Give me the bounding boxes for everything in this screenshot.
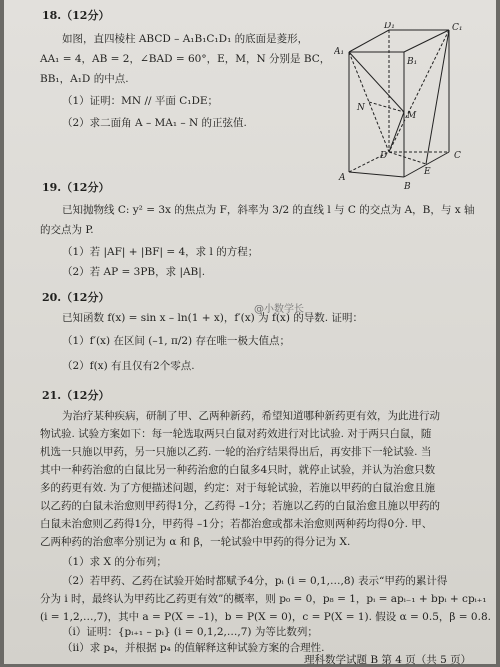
q21-sub2: （ii）求 p₄，并根据 p₄ 的值解释这种试验方案的合理性. xyxy=(62,642,325,654)
label-A1: A₁ xyxy=(334,47,345,57)
q21-line: 其中一种药治愈的白鼠比另一种药治愈的白鼠多4只时，就停止试验，并认为治愈只数 xyxy=(40,464,436,476)
q20-header: 20.（12分） xyxy=(42,291,110,304)
label-C1: C₁ xyxy=(452,23,463,33)
label-B: B xyxy=(404,182,411,192)
page-footer: 理科数学试题 B 第 4 页（共 5 页） xyxy=(304,654,472,666)
q18-part2: （2）求二面角 A – MA₁ – N 的正弦值. xyxy=(62,117,247,129)
q21-line: 物试验. 试验方案如下：每一轮选取两只白鼠对药效进行对比试验. 对于两只白鼠，随 xyxy=(40,428,432,440)
q21-line: 乙两种药的治愈率分别记为 α 和 β，一轮试验中甲药的得分记为 X. xyxy=(40,536,351,548)
label-N: N xyxy=(357,103,365,113)
q21-header: 21.（12分） xyxy=(42,389,110,402)
q21-part2-line: (i = 1,2,…,7)，其中 a = P(X = –1)，b = P(X = 0)，c = P(X = 1). 假设 α = 0.5，β = 0.8. xyxy=(40,611,491,623)
q19-line2: 的交点为 P. xyxy=(40,224,94,236)
q18-line2: AA₁ = 4，AB = 2，∠BAD = 60°，E，M，N 分别是 BC， xyxy=(40,53,331,65)
q20-part2: （2）f(x) 有且仅有2个零点. xyxy=(62,360,195,372)
q21-line: 机选一只施以甲药，另一只施以乙药. 一轮的治疗结果得出后，再安排下一轮试验. 当 xyxy=(40,446,432,458)
q21-line: 白鼠未治愈则乙药得1分，甲药得 –1分；若都治愈或都未治愈则两种药均得0分. 甲、 xyxy=(40,518,433,530)
q20-line1: 已知函数 f(x) = sin x – ln(1 + x)，f′(x) 为 f(x) 的导数. 证明： xyxy=(62,312,363,324)
q21-line: 多的药更有效. 为了方便描述问题，约定：对于每轮试验，若施以甲药的白鼠治愈且施 xyxy=(40,482,436,494)
q19-header: 19.（12分） xyxy=(42,181,110,194)
q20-part1: （1）f′(x) 在区间 (–1, π/2) 存在唯一极大值点； xyxy=(62,335,290,347)
label-D1: D₁ xyxy=(384,22,395,31)
q21-part1: （1）求 X 的分布列； xyxy=(62,556,167,568)
q18-line1: 如图，直四棱柱 ABCD – A₁B₁C₁D₁ 的底面是菱形， xyxy=(62,33,309,45)
label-M: M xyxy=(407,111,417,121)
prism-figure xyxy=(334,22,484,192)
q21-line: 为治疗某种疾病，研制了甲、乙两种新药，希望知道哪种新药更有效，为此进行动 xyxy=(62,410,440,422)
q19-part1: （1）若 |AF| + |BF| = 4，求 l 的方程； xyxy=(62,246,259,258)
label-A: A xyxy=(339,173,346,183)
q21-sub1: （i）证明：{pᵢ₊₁ – pᵢ} (i = 0,1,2,…,7) 为等比数列； xyxy=(62,626,318,638)
q19-part2: （2）若 AP = 3PB，求 |AB|. xyxy=(62,266,206,278)
label-E: E xyxy=(424,167,431,177)
q18-line3: BB₁，A₁D 的中点. xyxy=(40,73,129,85)
label-C: C xyxy=(454,151,461,161)
exam-page xyxy=(4,0,496,664)
label-D: D xyxy=(380,151,388,161)
q18-header: 18.（12分） xyxy=(42,9,110,22)
q21-part2-line: 分为 i 时，最终认为甲药比乙药更有效”的概率，则 p₀ = 0，p₈ = 1，pᵢ = apᵢ₋₁ + bpᵢ + cpᵢ₊₁ xyxy=(40,593,487,605)
q21-line: 以乙药的白鼠未治愈则甲药得1分，乙药得 –1分；若施以乙药的白鼠治愈且施以甲药的 xyxy=(40,500,440,512)
watermark: @小数学长 xyxy=(254,304,304,315)
label-B1: B₁ xyxy=(407,57,418,67)
q19-line1: 已知抛物线 C: y² = 3x 的焦点为 F，斜率为 3/2 的直线 l 与 C 的交点为 A，B，与 x 轴 xyxy=(62,204,475,216)
q21-part2-line: （2）若甲药、乙药在试验开始时都赋予4分，pᵢ (i = 0,1,…,8) 表示“甲药的累计得 xyxy=(62,575,448,587)
q18-part1: （1）证明：MN // 平面 C₁DE； xyxy=(62,95,219,107)
